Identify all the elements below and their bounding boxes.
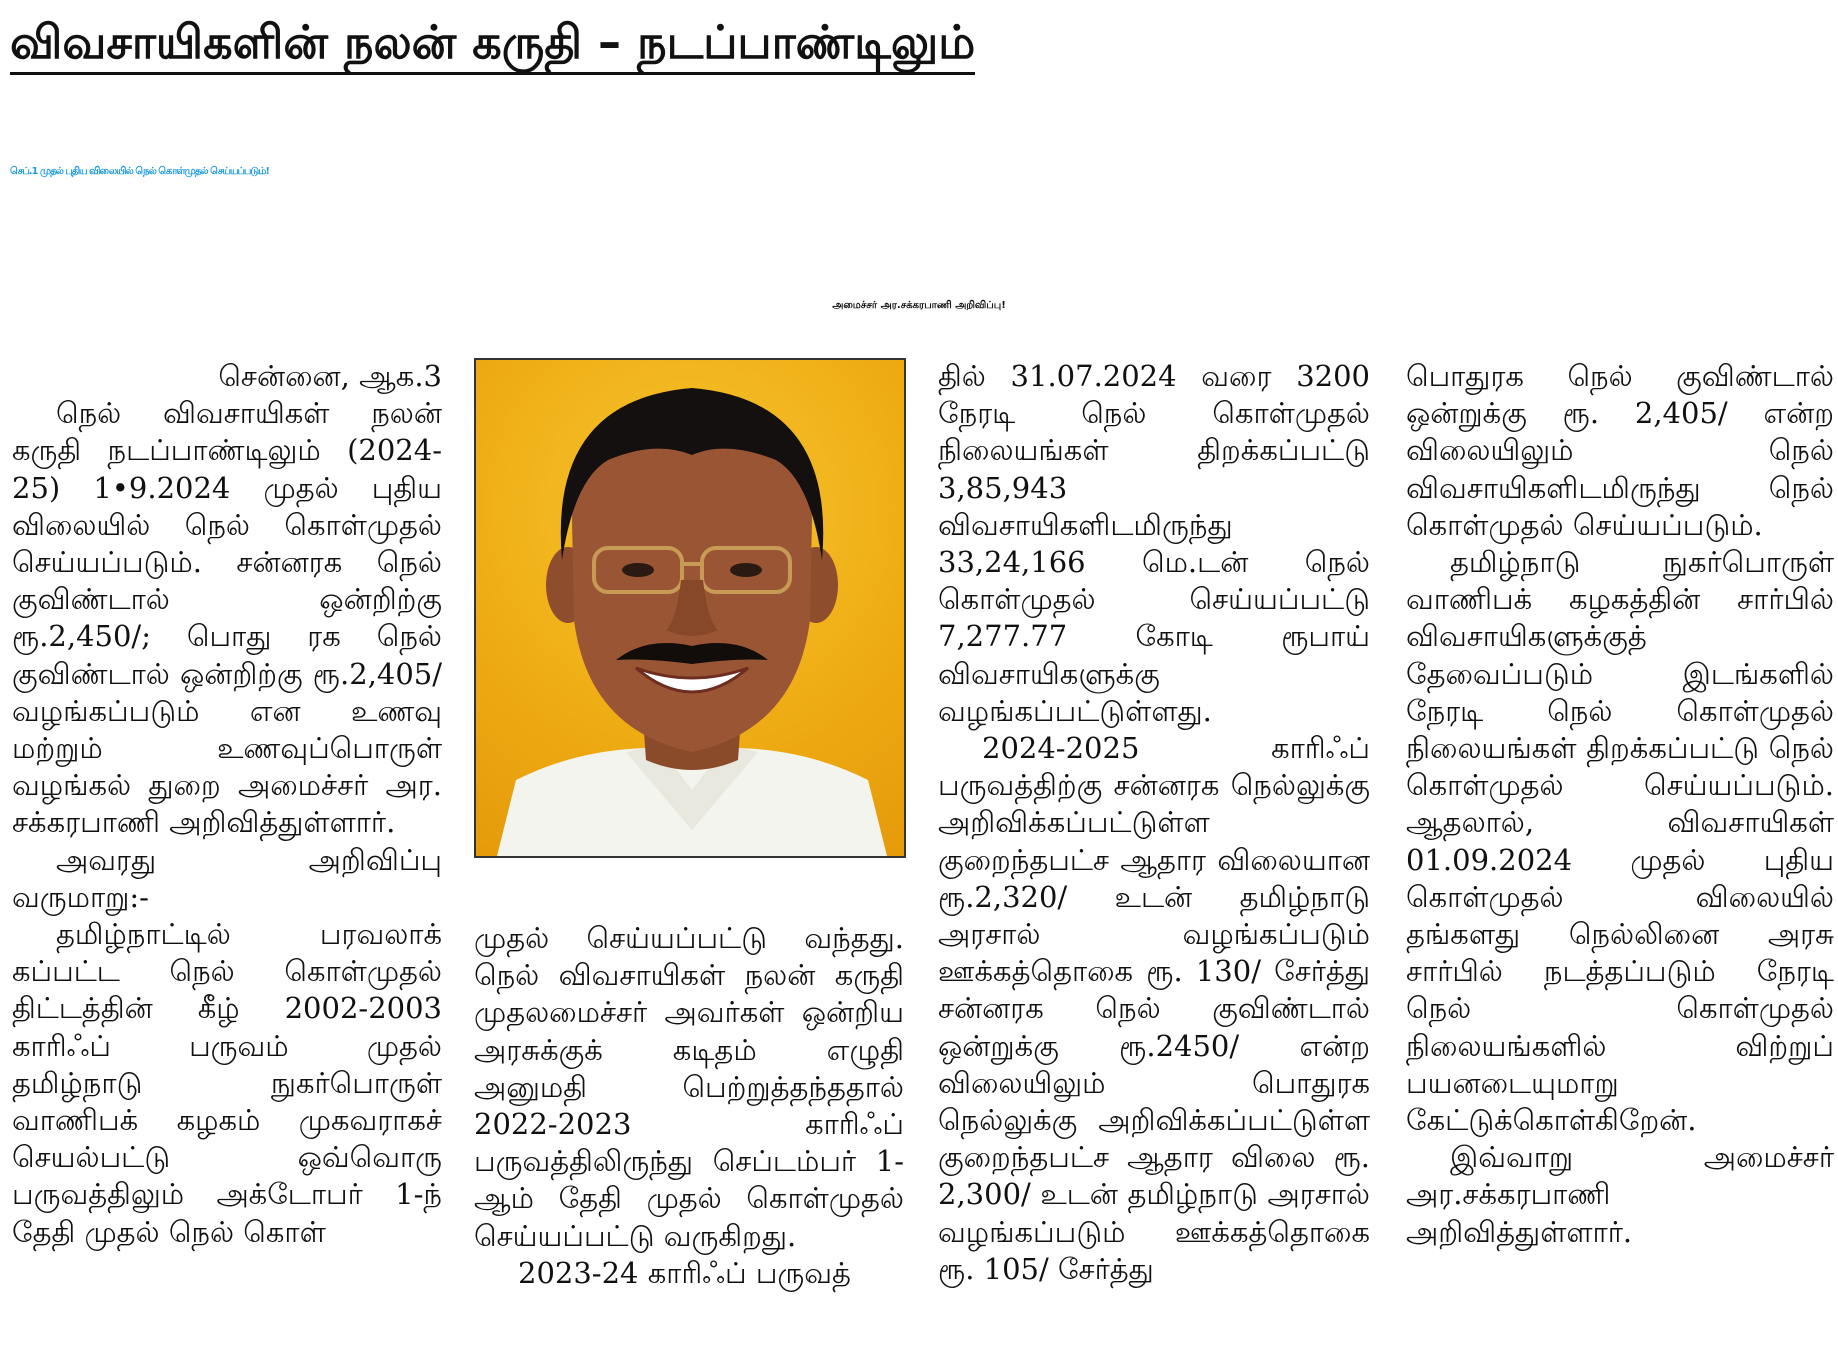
paragraph: முதல் செய்யப்பட்டு வந்தது. நெல் விவசாயிகள் நலன் கருதி முதலமைச்சர் அவர்கள் ஒன்றிய அரசுக்குக் கடிதம் எழுதி அனுமதி பெற்றுத்தந்ததால் 2022-2023 காரிஃப் பருவத்திலிருந்து செப்டம்பர் 1-ஆம் தேதி முதல் கொள்முதல் செய்யப்பட்டு வருகிறது. (474, 921, 904, 1253)
paragraph: தமிழ்நாட்டில் பரவலாக் கப்பட்ட நெல் கொள்முதல் திட்டத்தின் கீழ் 2002-2003 காரிஃப் பருவம் முதல் தமிழ்நாடு நுகர்பொருள் வாணிபக் கழகம் முகவராகச் செயல்பட்டு ஒவ்வொரு பருவத்திலும் அக்டோபர் 1-ந் தேதி முதல் நெல் கொள் (12, 917, 442, 1249)
dateline: சென்னை, ஆக.3 (218, 359, 442, 393)
article-subheadline: அமைச்சர் அர.சக்கரபாணி அறிவிப்பு! (832, 300, 1006, 311)
paragraph: 2023-24 காரிஃப் பருவத் (518, 1255, 851, 1290)
portrait-icon (476, 360, 906, 858)
paragraph: 2024-2025 காரிஃப் பருவத்திற்கு சன்னரக நெல்லுக்கு அறிவிக்கப்பட்டுள்ள குறைந்தபட்ச ஆதார விலையான ரூ.2,320/ உடன் தமிழ்நாடு அரசால் வழங்கப்படும் ஊக்கத்தொகை ரூ. 130/ சேர்த்து சன்னரக நெல் குவிண்டால் ஒன்றுக்கு ரூ.2450/ என்ற விலையிலும் பொதுரக நெல்லுக்கு அறிவிக்கப்பட்டுள்ள குறைந்தபட்ச ஆதார விலை ரூ. 2,300/ உடன் தமிழ்நாடு அரசால் வழங்கப்படும் ஊக்கத்தொகை ரூ. 105/ சேர்த்து (938, 731, 1370, 1286)
paragraph: தில் 31.07.2024 வரை 3200 நேரடி நெல் கொள்முதல் நிலையங்கள் திறக்கப்பட்டு 3,85,943 விவசாயிகளிடமிருந்து 33,24,166 மெ.டன் நெல் கொள்முதல் செய்யப்பட்டு 7,277.77 கோடி ரூபாய் விவசாயிகளுக்கு வழங்கப்பட்டுள்ளது. (938, 359, 1370, 728)
minister-portrait-photo (474, 358, 906, 858)
paragraph: அவரது அறிவிப்பு வருமாறு:- (12, 842, 442, 914)
article-column-3 (938, 358, 1370, 1288)
article-column-4 (1406, 358, 1834, 1251)
paragraph: பொதுரக நெல் குவிண்டால் ஒன்றுக்கு ரூ. 2,405/ என்ற விலையிலும் நெல் விவசாயிகளிடமிருந்து நெல் கொள்முதல் செய்யப்படும். (1406, 359, 1834, 542)
paragraph: தமிழ்நாடு நுகர்பொருள் வாணிபக் கழகத்தின் சார்பில் விவசாயிகளுக்குத் தேவைப்படும் இடங்களில் நேரடி நெல் கொள்முதல் நிலையங்கள் திறக்கப்பட்டு நெல் கொள்முதல் செய்யப்படும். ஆதலால், விவசாயிகள் 01.09.2024 முதல் புதிய கொள்முதல் விலையில் தங்களது நெல்லினை அரசு சார்பில் நடத்தப்படும் நேரடி நெல் கொள்முதல் நிலையங்களில் விற்றுப் பயனடையுமாறு கேட்டுக்கொள்கிறேன். (1406, 545, 1834, 1138)
paragraph: இவ்வாறு அமைச்சர் அர.சக்கரபாணி அறிவித்துள்ளார். (1406, 1140, 1834, 1249)
article-headline: செப்.1 முதல் புதிய விலையில் நெல் கொள்முதல் செய்யப்படும்! (10, 166, 269, 177)
article-column-2 (474, 920, 904, 1292)
paragraph: நெல் விவசாயிகள் நலன் கருதி நடப்பாண்டிலும் (2024-25) 1•9.2024 முதல் புதிய விலையில் நெல் கொள்முதல் செய்யப்படும். சன்னரக நெல் குவிண்டால் ஒன்றிற்கு ரூ.2,450/; பொது ரக நெல் குவிண்டால் ஒன்றிற்கு ரூ.2,405/ வழங்கப்படும் என உணவு மற்றும் உணவுப்பொருள் வழங்கல் துறை அமைச்சர் அர. சக்கரபாணி அறிவித்துள்ளார். (12, 396, 442, 840)
article-column-1 (12, 358, 442, 1251)
article-kicker: விவசாயிகளின் நலன் கருதி – நடப்பாண்டிலும் (10, 14, 975, 75)
